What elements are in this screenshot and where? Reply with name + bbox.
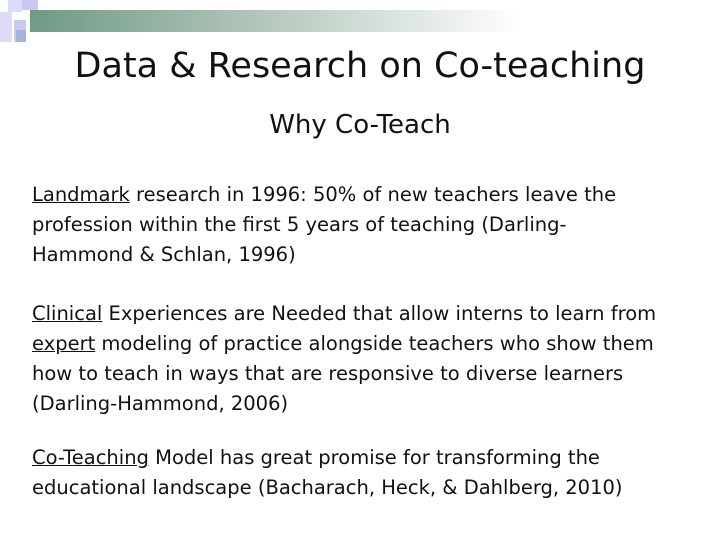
- text-line: (Darling-Hammond, 2006): [32, 392, 289, 415]
- keyword: Clinical: [32, 302, 103, 325]
- keyword: Co-Teaching: [32, 446, 149, 469]
- paragraph-landmark: [32, 180, 712, 270]
- keyword: expert: [32, 332, 96, 355]
- text-line: research in 1996: 50% of new teachers leave the: [129, 183, 617, 206]
- header-gradient-bar: [30, 10, 520, 32]
- keyword: Landmark: [32, 183, 130, 206]
- paragraph-clinical: [32, 299, 712, 419]
- text-line: modeling of practice alongside teachers who show them: [95, 332, 654, 355]
- text-line: Model has great promise for transforming the: [148, 446, 600, 469]
- decor-square: [22, 0, 38, 10]
- slide-title: Data & Research on Co-teaching: [74, 46, 646, 86]
- decor-square: [16, 30, 26, 42]
- text-line: Hammond & Schlan, 1996): [32, 243, 296, 266]
- text-line: profession within the first 5 years of teaching (Darling-: [32, 213, 567, 236]
- paragraph-coteaching: [32, 443, 712, 503]
- text-line: how to teach in ways that are responsive to diverse learners: [32, 362, 624, 385]
- slide-subtitle: Why Co-Teach: [269, 110, 451, 140]
- text-line: educational landscape (Bacharach, Heck, & Dahlberg, 2010): [32, 476, 623, 499]
- decor-square: [0, 12, 12, 42]
- text-line: Experiences are Needed that allow interns to learn from: [102, 302, 657, 325]
- decor-square: [8, 0, 22, 12]
